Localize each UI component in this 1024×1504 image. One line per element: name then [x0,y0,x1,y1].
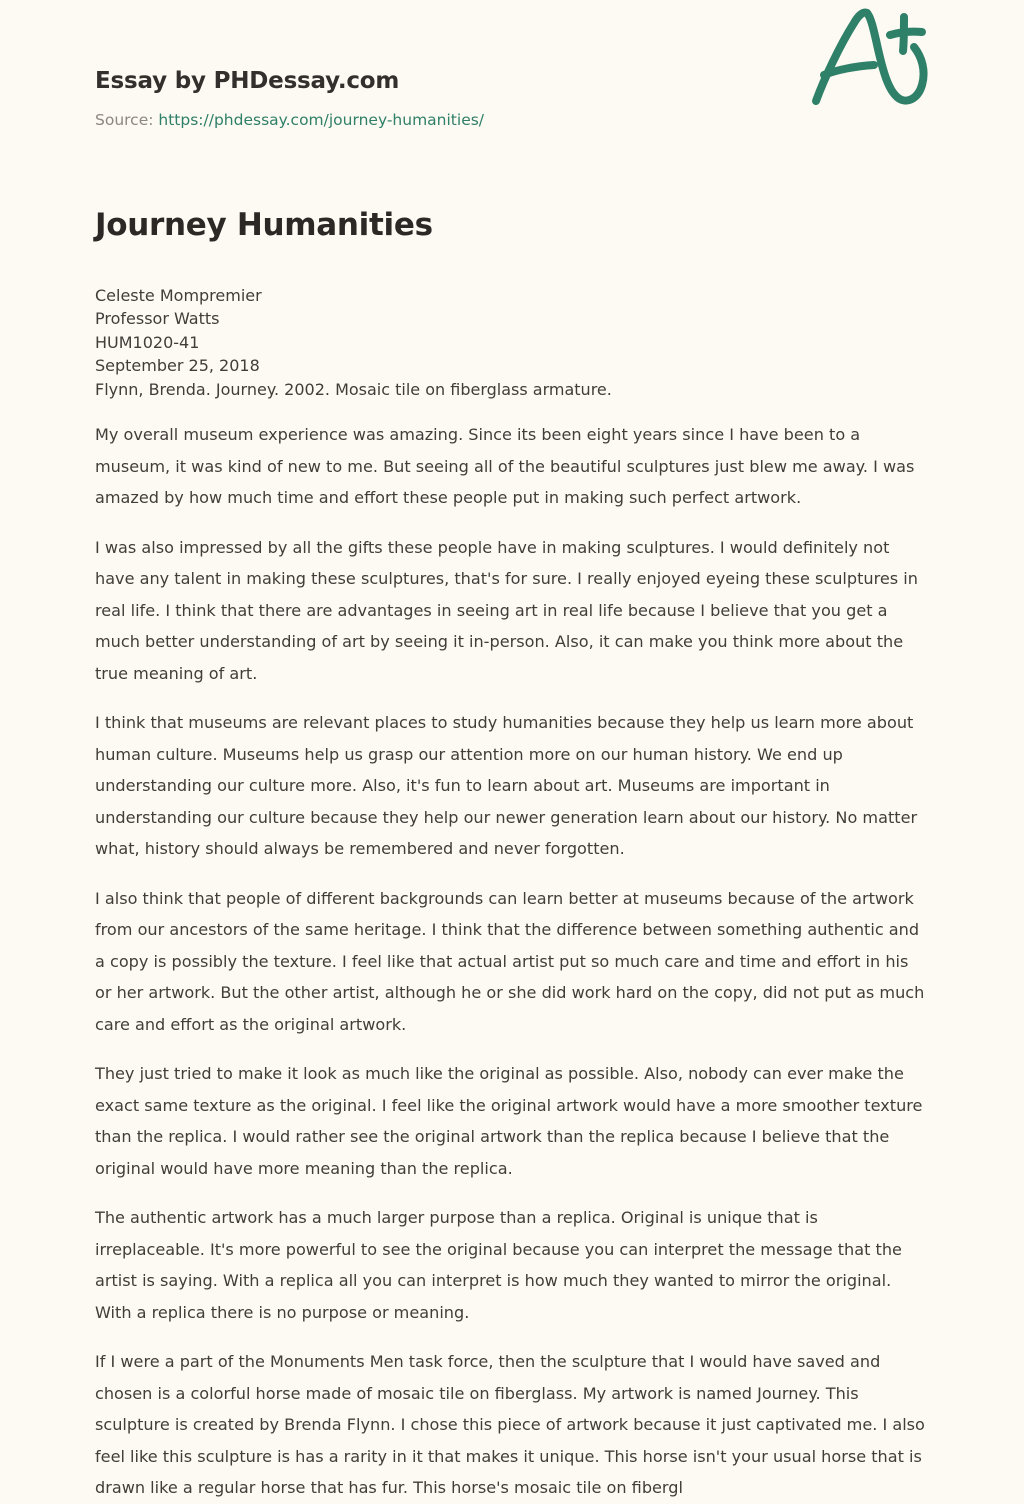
essay-paragraph: I was also impressed by all the gifts these people have in making sculptures. I would definitely not have any talent in making these sculptures, that's for sure. I really enjoyed eyeing these sculptures in real life. I think that there are advantages in seeing art in real life because I believe that you get a much better understanding of art by seeing it in-person. Also, it can make you think more about the true meaning of art. [95,537,918,683]
a-plus-logo[interactable] [798,0,938,117]
essay-paragraph: I think that museums are relevant places to study humanities because they help us learn more about human culture. Museums help us grasp our attention more on our human history. We end up understanding our culture more. Also, it's fun to learn about art. Museums are important in understanding our culture because they help our newer generation learn about our history. No matter what, history should always be remembered and never forgotten. [95,713,918,859]
source-url-link[interactable]: https://phdessay.com/journey-humanities/ [158,110,485,129]
essay-metadata [95,284,929,402]
brand-title: Essay by PHDessay.com [95,68,400,94]
essay-paragraph: My overall museum experience was amazing. Since its been eight years since I have been to a museum, it was kind of new to me. But seeing all of the beautiful sculptures just blew me away. I was amazed by how much time and effort these people put in making such perfect artwork. [95,425,915,508]
meta-line: Celeste Mompremier [95,285,262,305]
meta-line: September 25, 2018 [95,356,260,376]
meta-line: Flynn, Brenda. Journey. 2002. Mosaic tile on fiberglass armature. [95,379,612,399]
essay-paragraph: If I were a part of the Monuments Men task force, then the sculpture that I would have saved and chosen is a colorful horse made of mosaic tile on fiberglass. My artwork is named Journey. This sculpture is created by Brenda Flynn. I chose this piece of artwork because it just captivated me. I also feel like this sculpture is has a rarity in it that makes it unique. This horse isn't your usual horse that is drawn like a regular horse that has fur. This horse's mosaic tile on fibergl [95,1352,925,1498]
essay-paragraph: The authentic artwork has a much larger purpose than a replica. Original is unique that is irreplaceable. It's more powerful to see the original because you can interpret the message that the artist is saying. With a replica all you can interpret is how much they wanted to mirror the original. With a replica there is no purpose or meaning. [95,1208,902,1322]
essay-paragraph: I also think that people of different backgrounds can learn better at museums because of the artwork from our ancestors of the same heritage. I think that the difference between something authentic and a copy is possibly the texture. I feel like that actual artist put so much care and time and effort in his or her artwork. But the other artist, although he or she did work hard on the copy, did not put as much care and effort as the original artwork. [95,888,925,1034]
page-header [95,0,929,130]
essay-body [95,419,929,1504]
page-title: Journey Humanities [95,206,433,243]
source-label: Source: [95,110,154,129]
meta-line: Professor Watts [95,309,220,329]
essay-paragraph: They just tried to make it look as much like the original as possible. Also, nobody can ever make the exact same texture as the original. I feel like the original artwork would have a more smoother texture than the replica. I would rather see the original artwork than the replica because I believe that the original would have more meaning than the replica. [95,1064,923,1178]
meta-line: HUM1020-41 [95,332,200,352]
